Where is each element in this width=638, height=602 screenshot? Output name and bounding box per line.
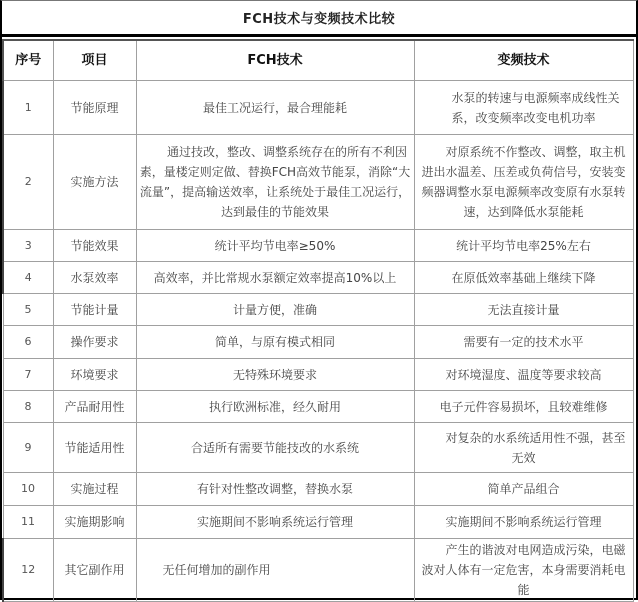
row-index: 10 [3, 473, 53, 506]
table-row [3, 359, 633, 391]
row-index: 6 [3, 326, 53, 359]
row-fch: 统计平均节电率≥50% [136, 230, 414, 262]
table-row [3, 326, 633, 359]
row-vfd: 水泵的转速与电源频率成线性关系，改变频率改变电机功率 [414, 81, 633, 135]
row-fch: 通过技改，整改、调整系统存在的所有不利因素，量楼定则定做、替换FCH高效节能泵，消除“大流量”，提高输送效率，让系统处于最佳工况运行，达到最佳的节能效果 [136, 135, 414, 230]
row-item: 节能效果 [53, 230, 136, 262]
header-row [3, 40, 633, 81]
row-item: 环境要求 [53, 359, 136, 391]
row-index: 2 [3, 135, 53, 230]
table-row [3, 539, 633, 602]
table-row [3, 262, 633, 294]
row-item: 实施期影响 [53, 506, 136, 539]
row-vfd: 对环境湿度、温度等要求较高 [414, 359, 633, 391]
row-vfd: 产生的谐波对电网造成污染，电磁波对人体有一定危害，本身需要消耗电能 [414, 539, 633, 602]
table-row [3, 81, 633, 135]
row-fch: 高效率，并比常规水泵额定效率提高10%以上 [136, 262, 414, 294]
header-vfd: 变频技术 [414, 40, 633, 81]
row-vfd: 对原系统不作整改、调整，取主机进出水温差、压差或负荷信号，安装变频器调整水泵电源频率改变原有水泵转速，达到降低水泵能耗 [414, 135, 633, 230]
row-fch: 计量方便，准确 [136, 294, 414, 326]
row-index: 3 [3, 230, 53, 262]
row-item: 实施过程 [53, 473, 136, 506]
row-index: 1 [3, 81, 53, 135]
row-item: 产品耐用性 [53, 391, 136, 423]
row-vfd: 在原低效率基础上继续下降 [414, 262, 633, 294]
row-index: 7 [3, 359, 53, 391]
header-item: 项目 [53, 40, 136, 81]
table-row [3, 473, 633, 506]
table-title: FCH技术与变频技术比较 [2, 1, 636, 37]
row-vfd: 需要有一定的技术水平 [414, 326, 633, 359]
row-index: 12 [3, 539, 53, 602]
row-item: 操作要求 [53, 326, 136, 359]
row-fch: 执行欧洲标准，经久耐用 [136, 391, 414, 423]
row-index: 8 [3, 391, 53, 423]
row-item: 水泵效率 [53, 262, 136, 294]
row-index: 5 [3, 294, 53, 326]
row-fch: 简单，与原有模式相同 [136, 326, 414, 359]
row-index: 9 [3, 423, 53, 473]
row-fch: 无特殊环境要求 [136, 359, 414, 391]
row-fch: 合适所有需要节能技改的水系统 [136, 423, 414, 473]
row-vfd: 电子元件容易损坏，且较难维修 [414, 391, 633, 423]
row-vfd: 统计平均节电率25%左右 [414, 230, 633, 262]
row-item: 节能适用性 [53, 423, 136, 473]
header-fch: FCH技术 [136, 40, 414, 81]
row-fch: 实施期间不影响系统运行管理 [136, 506, 414, 539]
header-index: 序号 [3, 40, 53, 81]
row-fch: 无任何增加的副作用 [136, 539, 414, 602]
table-row [3, 230, 633, 262]
row-vfd: 实施期间不影响系统运行管理 [414, 506, 633, 539]
row-index: 11 [3, 506, 53, 539]
table-row [3, 391, 633, 423]
table-row [3, 135, 633, 230]
row-item: 节能计量 [53, 294, 136, 326]
row-fch: 有针对性整改调整，替换水泵 [136, 473, 414, 506]
table-row [3, 294, 633, 326]
row-item: 节能原理 [53, 81, 136, 135]
row-item: 其它副作用 [53, 539, 136, 602]
comparison-table [2, 39, 634, 602]
row-vfd: 对复杂的水系统适用性不强，甚至无效 [414, 423, 633, 473]
row-vfd: 无法直接计量 [414, 294, 633, 326]
row-index: 4 [3, 262, 53, 294]
table-row [3, 423, 633, 473]
row-vfd: 简单产品组合 [414, 473, 633, 506]
table-row [3, 506, 633, 539]
row-fch: 最佳工况运行，最合理能耗 [136, 81, 414, 135]
row-item: 实施方法 [53, 135, 136, 230]
